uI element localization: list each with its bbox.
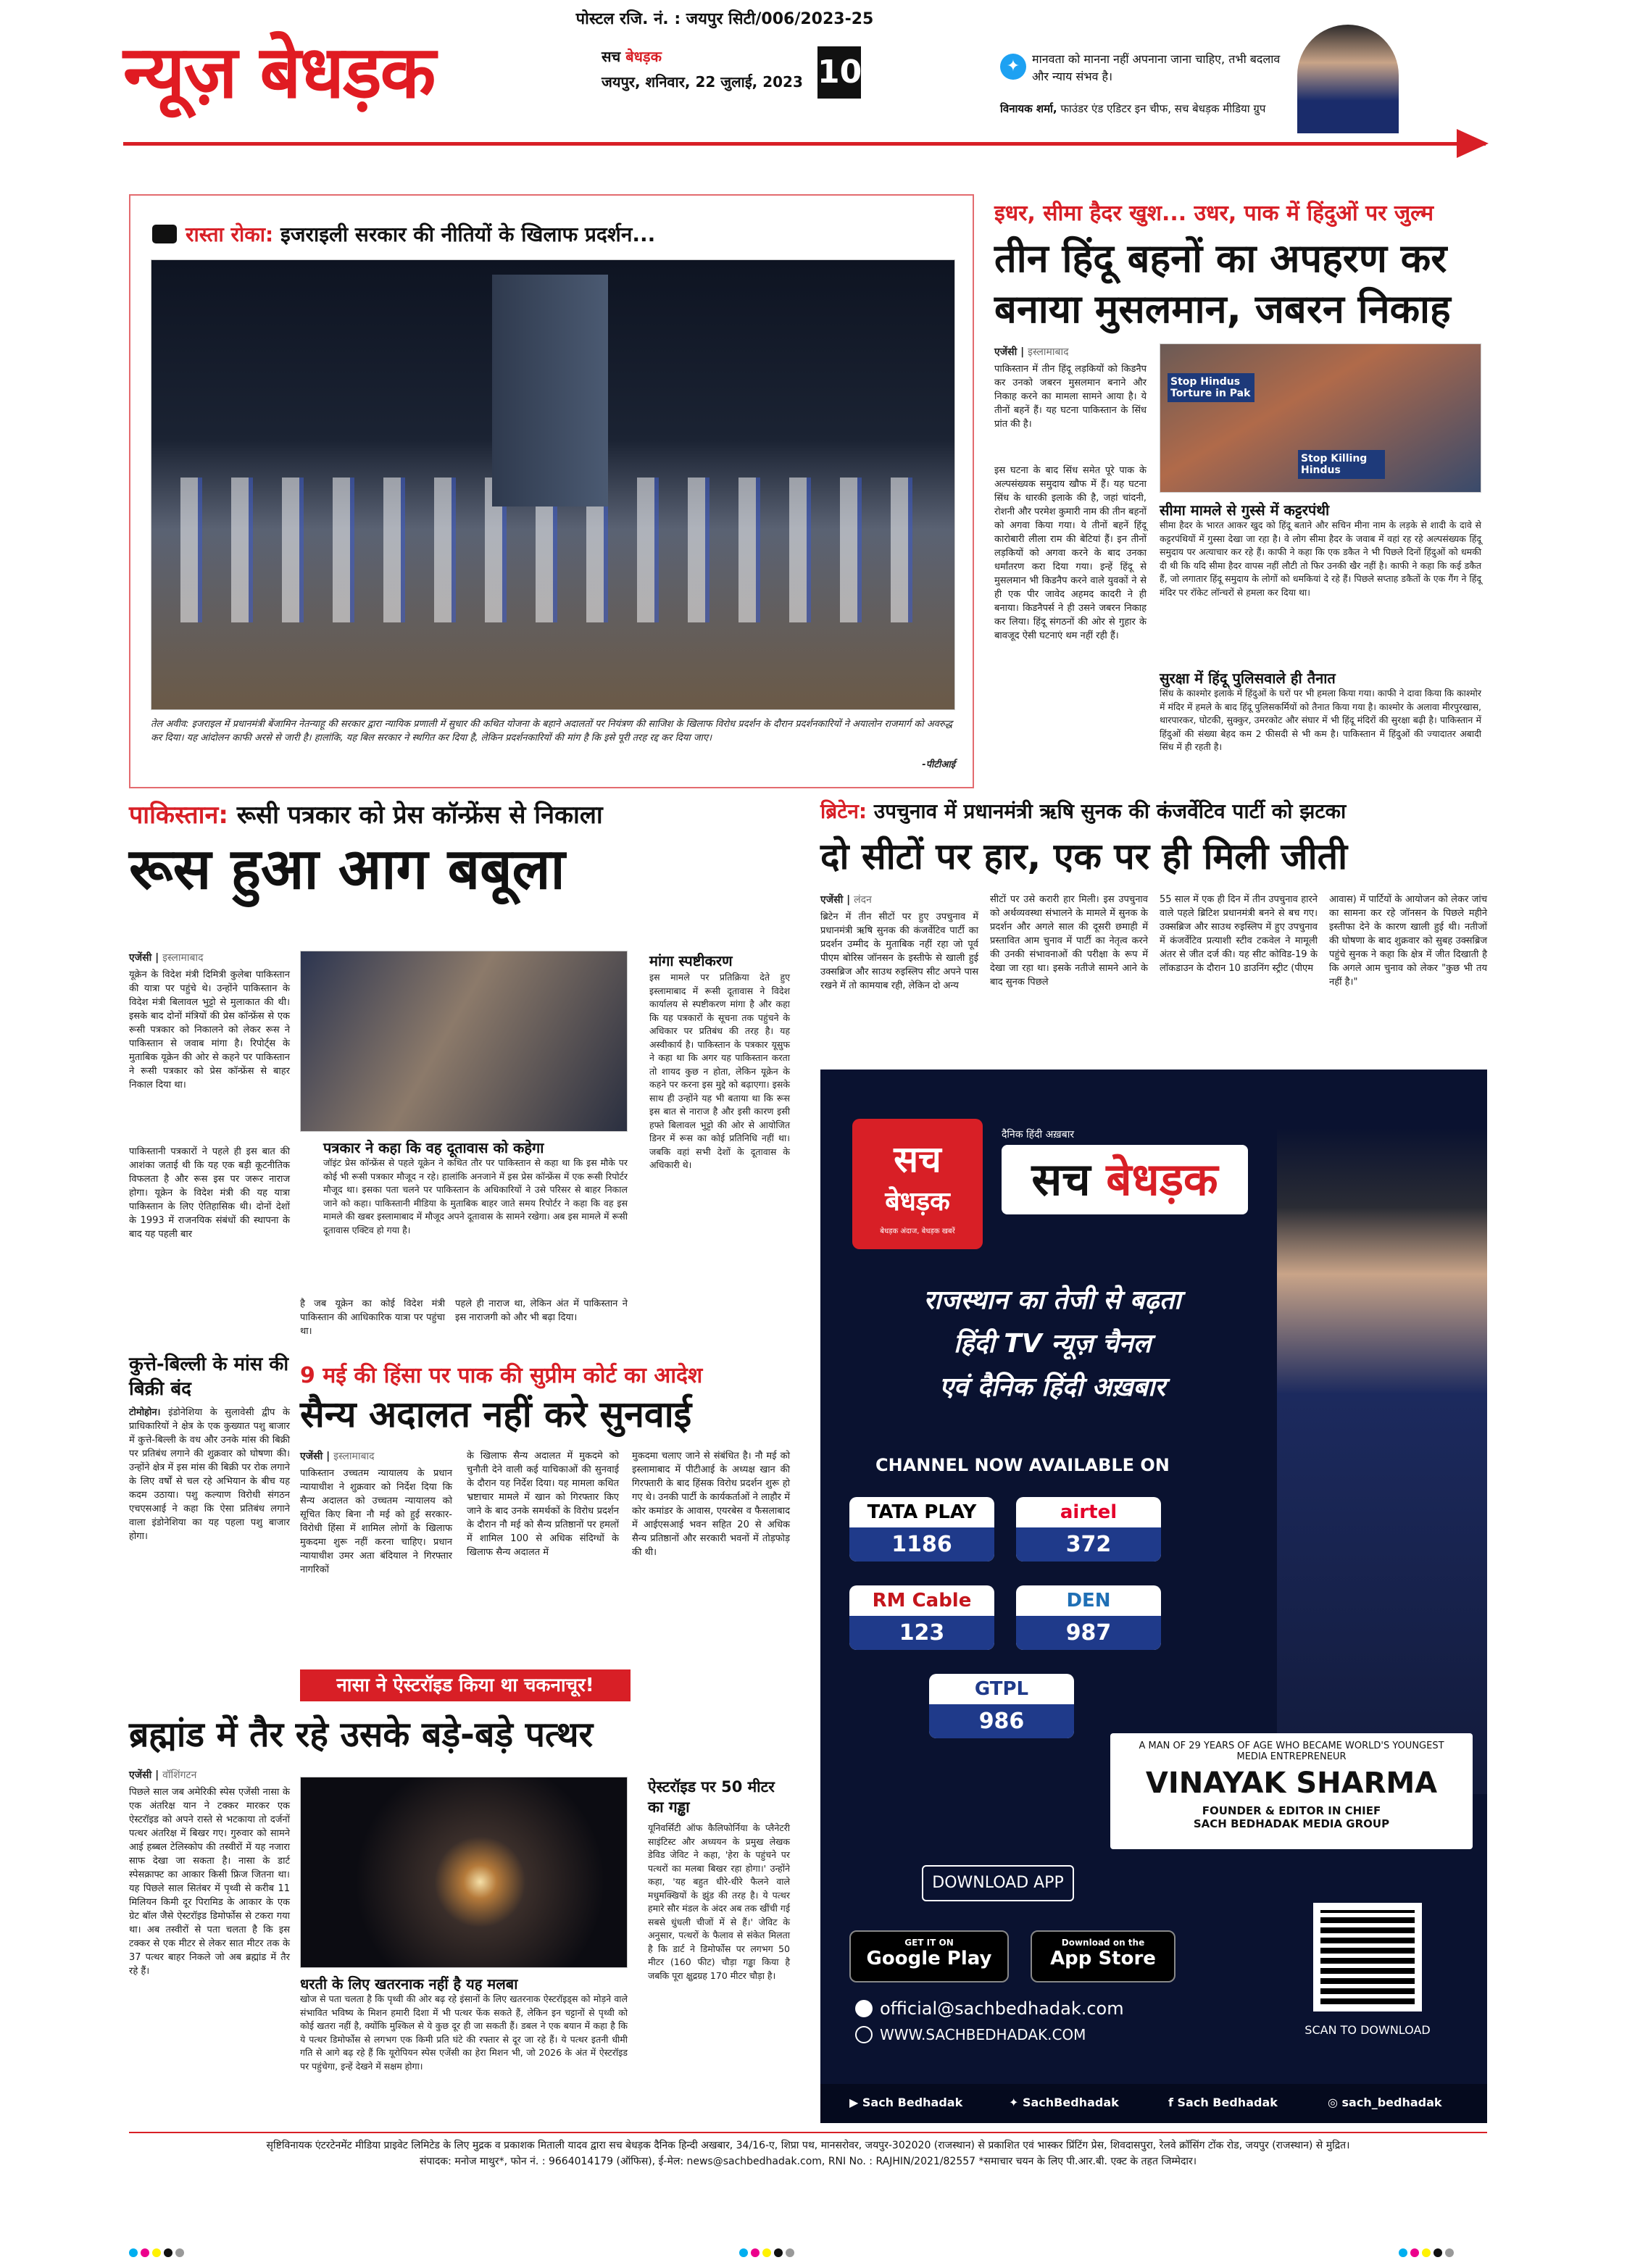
editor-quote: मानवता को मानना नहीं अपनाना जाना चाहिए, तभी बदलाव और न्याय संभव है। — [1032, 52, 1281, 83]
social-instagram[interactable]: ◎ sach_bedhadak — [1328, 2096, 1442, 2109]
russia-photo-sub: पत्रकार ने कहा कि वह दूतावास को कहेगा — [323, 1139, 544, 1156]
channel-gtpl-num: 986 — [929, 1704, 1074, 1738]
ad-logo-big-kicker: दैनिक हिंदी अख़बार — [1002, 1129, 1075, 1141]
editor-portrait — [1297, 25, 1399, 133]
email-icon — [855, 2000, 873, 2017]
newspaper-logo: न्यूज़ बेधड़क — [123, 30, 435, 114]
asteroid-byline-agency: एजेंसी — [129, 1769, 152, 1781]
ad-logo-small — [852, 1119, 983, 1249]
qr-pattern — [1320, 1910, 1415, 2004]
photo-label-red: रास्ता रोका: — [186, 222, 274, 246]
ad-line-2: हिंदी TV न्यूज़ चैनल — [953, 1329, 1152, 1359]
court-headline: सैन्य अदालत नहीं करे सुनवाई — [300, 1393, 692, 1435]
hindu-body-2: इस घटना के बाद सिंध समेत पूरे पाक के अल्पसंख्यक समुदाय खौफ में हैं। यह घटना सिंध के धारकी इलाके की है, जहां चांदनी, रोशनी और परमेश कुमारी नाम की तीन बहनों को अगवा किया गया। ये तीनों बहनें हिंदू कारोबारी लीला राम की बेटियां हैं। इन तीनों लड़कियों को अगवा करने के बाद उनका धर्मांतरण करा दिया गया। इन्हें हिंदू से मुसलमान भी किडनैप करने वाले युवकों ने से ही एक पीर जावेद अहमद कादरी ने ही बनाया। किडनैपर्स ने ही उसने जबरन निकाह कर लिया। हिंदू संगठनों की ओर से गुहार के बावजूद ऐसी घटनाएं थम नहीं रही हैं। — [994, 465, 1147, 641]
asteroid-photo-body: खोज से पता चलता है कि पृथ्वी की ओर बढ़ रहे इंसानों के लिए खतरनाक ऐस्टरॉइड्स को मोड़ने वाले संभावित भविष्य के मिशन हमारी दिशा में भी पत्थर फेंक सकते हैं, लेकिन इन चट्टानों से पृथ्वी को कोई खतरा नहीं है, क्योंकि मुश्किल से ये कुछ दूर ही जा सकती हैं। डबल ने एक बयान में कहा है कि ये पत्थर डिमोर्फोस से लगभग एक किमी प्रति घंटे की रफ्तार से दूर जा रहे हैं। ये पत्थर इतनी धीमी गति से आगे बढ़ रहे हैं कि यूरोपियन स्पेस एजेंसी का हेरा मिशन भी, जो 2026 के अंत में ऐस्टरॉइड पर पहुंचेगा, इन्हें देखने में सक्षम होगा। — [300, 1993, 628, 2072]
ad-name: VINAYAK SHARMA — [1145, 1767, 1438, 1800]
channel-rm-num: 123 — [849, 1616, 994, 1650]
footer-line-1: सृष्टिविनायक एंटरटेनमेंट मीडिया प्राइवेट लिमिटेड के लिए मुद्रक व प्रकाशक मिताली यादव द्वारा सच बेधड़क दैनिक हिन्दी अखबार, 34/16-ए, शिप्रा पथ, मानसरोवर, जयपुर-302020 (राजस्थान) से प्रकाशित एवं भास्कर प्रिंटिंग प्रेस, शिवदासपुरा, रेलवे क्रॉसिंग टोंक रोड, जयपुर (राजस्थान) से मुद्रित। — [266, 2140, 1350, 2151]
russia-col2b: पहले ही नाराज था, लेकिन अंत में पाकिस्तान ने इस नाराजगी को और भी बढ़ा दिया। — [455, 1298, 628, 1323]
hindu-kicker-red2: उधर, पाक में हिंदुओं पर जुल्म — [1194, 201, 1434, 226]
channel-gtpl — [929, 1674, 1074, 1738]
footer-rule — [129, 2132, 1487, 2133]
ad-presenter — [1277, 1127, 1487, 1794]
ad-website[interactable]: WWW.SACHBEDHADAK.COM — [880, 2026, 1086, 2043]
dog-body: इंडोनेशिया के सुलावेसी द्वीप के प्राधिकारियों ने क्षेत्र के एक कुख्यात पशु बाजार में कुत्ते-बिल्ली के वध और उनके मांस की बिक्री पर प्रतिबंध लगाने की शुक्रवार को घोषणा की। उन्होंने क्षेत्र में इस मांस की बिक्री पर रोक लगाने के लिए वर्षों से चल रहे अभियान के बीच यह कदम उठाया। पशु कल्याण विरोधी संगठन एचएसआई ने कहा कि ऐसा प्रतिबंध लगाने वाला इंडोनेशिया का यह पहला पशु बाजार होगा। — [129, 1407, 290, 1542]
russia-photo-body: जॉइंट प्रेस कॉन्फ्रेंस से पहले यूक्रेन ने कथित तौर पर पाकिस्तान से कहा था कि इस मौके पर कोई भी रूसी पत्रकार मौजूद न रहे। हालांकि अनजाने में इस प्रेस कॉन्फ्रेंस में एक रूसी रिपोर्टर मौजूद था। इसका पता चलने पर पाकिस्तान के अधिकारियों ने उसे परिसर से बाहर निकाल जाने को कहा। पाकिस्तानी मीडिया के मुताबिक बाहर जाते समय रिपोर्टर ने कहा कि वह इस मामले की खबर इस्लामाबाद में मौजूद अपने दूतावास के सामने रखेगा। अब इस मामले में रूसी दूतावास एक्टिव हो गया है। — [323, 1157, 628, 1235]
social-facebook-label: Sach Bedhadak — [1177, 2096, 1278, 2109]
google-play-big: Google Play — [866, 1948, 992, 1969]
dateline: जयपुर, शनिवार, 22 जुलाई, 2023 — [602, 73, 803, 91]
russia-side-head: मांगा स्पष्टीकरण — [649, 952, 733, 970]
dog-body-block — [129, 1406, 290, 1543]
asteroid-col1: पिछले साल जब अमेरिकी स्पेस एजेंसी नासा के एक अंतरिक्ष यान ने टक्कर मारकर एक ऐस्टरॉइड को अपने रास्ते से भटकाया तो दर्जनों पत्थर अंतरिक्ष में बिखर गए। गुरुवार को सामने आई हब्बल टेलिस्कोप की तस्वीरों में यह नजारा साफ देखा जा सकता है। नासा के डार्ट स्पेसक्राफ्ट का आकार किसी फ्रिज जितना था। यह पिछले साल सितंबर में पृथ्वी से करीब 11 मिलियन किमी दूर पिरामिड के आकार के एक ग्रेट बॉल जैसे ऐस्टरॉइड डिमोर्फोस से टकरा गया था। अब तस्वीरों से पता चलता है कि इस टक्कर से एक मीटर से लेकर सात मीटर तक के 37 पत्थर बाहर निकले जो अब ब्रह्मांड में तैर रहे हैं। — [129, 1787, 290, 1977]
channel-airtel-name: airtel — [1060, 1501, 1118, 1523]
protest-photo — [151, 259, 955, 710]
russia-byline: एजेंसी | इस्लामाबाद — [129, 952, 204, 964]
hindu-kicker-red1: इधर, सीमा हैदर खुश... — [994, 201, 1187, 226]
social-facebook[interactable]: f Sach Bedhadak — [1168, 2096, 1278, 2109]
channel-den — [1016, 1585, 1161, 1650]
google-play-small: GET IT ON — [904, 1938, 954, 1948]
hindu-byline-agency: एजेंसी — [994, 346, 1018, 358]
postal-registration: पोस्टल रजि. नं. : जयपुर सिटी/006/2023-25 — [575, 10, 874, 28]
editor-name: विनायक शर्मा, — [1000, 102, 1057, 115]
hindu-protest-photo — [1160, 343, 1481, 493]
russia-byline-place: इस्लामाबाद — [162, 952, 204, 964]
uk-col3: 55 साल में एक ही दिन में तीन उपचुनाव हारने वाले पहले ब्रिटिश प्रधानमंत्री बनने से बच गए। उक्सब्रिज और साउथ रुइस्लिप में हुए उपचुनाव में कंजर्वेटिव प्रत्याशी स्टीव टकवेल ने मामूली अंतर से जीत दर्ज की। यह सीट कोविड-19 के लॉकडाउन के दौरान 10 डाउनिंग स्ट्रीट (पीएम — [1160, 894, 1318, 974]
uk-kicker-red: ब्रिटेन: — [820, 799, 867, 823]
registration-marks-right — [1399, 2246, 1457, 2260]
camera-icon — [152, 225, 177, 243]
photo-credit: -पीटीआई — [922, 759, 955, 770]
hindu-sub2-body: सिंध के काश्मोर इलाके में हिंदुओं के घरों पर भी हमला किया गया। काफी ने दावा किया कि काश्मोर में मंदिर में हमले के बाद हिंदू पुलिसकर्मियों को तैनात किया गया है। काश्मोर के अलावा मीरपुरखास, थारपारकर, घोटकी, सुक्कुर, उमरकोट और संघार में भी हिंदू मंदिरों की सुरक्षा बढ़ी है। पाकिस्तान में हिंदुओं की संख्या बेहद कम 2 फीसदी से भी कम है। पाकिस्तान में हिंदुओं की ज्यादातर अबादी सिंध में ही रहती है। — [1160, 688, 1481, 752]
scan-label: SCAN TO DOWNLOAD — [1304, 2023, 1431, 2037]
ad-name-panel — [1110, 1733, 1473, 1849]
app-store-small: Download on the — [1061, 1938, 1145, 1948]
masthead-rule — [123, 142, 1486, 146]
ad-email[interactable]: official@sachbedhadak.com — [880, 1998, 1124, 2019]
social-bar — [820, 2084, 1487, 2123]
photo-caption: तेल अवीव: इजराइल में प्रधानमंत्री बेंजामिन नेतन्याहू की सरकार द्वारा न्यायिक प्रणाली में सुधार की कथित योजना के बहाने अदालतों पर नियंत्रण की साजिश के खिलाफ विरोध प्रदर्शन के दौरान प्रदर्शनकारियों ने अयालोन राजमार्ग को अवरुद्ध कर दिया। यह आंदोलन काफी अरसे से जारी है। हालांकि, यह बिल सरकार ने स्थगित कर दिया है, लेकिन प्रदर्शनकारियों की मांग है कि इसे पूरी तरह रद्द कर दिया जाए। — [151, 719, 953, 743]
uk-col1: ब्रिटेन में तीन सीटों पर हुए उपचुनाव में प्रधानमंत्री ऋषि सुनक की कंजर्वेटिव पार्टी का प्रदर्शन उम्मीद के मुताबिक नहीं रहा जो पूर्व पीएम बोरिस जॉनसन के इस्तीफे से खाली हुई उक्सब्रिज और साउथ रुइस्लिप सीट अपने पास रखने में तो कामयाब रही, लेकिन दो अन्य — [820, 912, 978, 991]
uk-kicker-black: उपचुनाव में प्रधानमंत्री ऋषि सुनक की कंजर्वेटिव पार्टी को झटका — [867, 799, 1347, 823]
russia-side-body: इस मामले पर प्रतिक्रिया देते हुए इस्लामाबाद में रूसी दूतावास ने विदेश कार्यालय से स्पष्टीकरण मांगा है और कहा कि यह पत्रकारों के सूचना तक पहुंचने के अधिकार पर प्रतिबंध की तरह है। यह अस्वीकार्य है। पाकिस्तान के पत्रकार यूसुफ ने कहा था कि अगर यह पाकिस्तान करता तो शायद कुछ न होता, लेकिन यूक्रेन के कहने पर करना इस मुद्दे को बढ़ाएगा। इसके साथ ही उन्होंने यह भी बताया था कि रूस इस बात से नाराज है और इसी कारण इसी हफ्ते बिलावल भुट्टो की ओर से आयोजित डिनर में रूस का कोई प्रतिनिधि नहीं था। जबकि वहां सभी देशों के दूतावास के अधिकारी थे। — [649, 972, 790, 1170]
court-col1: पाकिस्तान उच्चतम न्यायालय के प्रधान न्यायाधीश ने शुक्रवार को निर्देश दिया कि सैन्य अदालत को उच्चतम न्यायालय को सूचित किए बिना नौ मई को हुई सरकार-विरोधी हिंसा में शामिल लोगों के खिलाफ मुकदमा शुरू नहीं करना चाहिए। प्रधान न्यायाधीश उमर अता बंदियाल ने गिरफ्तार नागरिकों — [300, 1468, 452, 1575]
channel-rm-name: RM Cable — [872, 1590, 972, 1612]
protest-sign-1: Stop Hindus Torture in Pak — [1168, 373, 1254, 402]
dog-headline: कुत्ते-बिल्ली के मांस की बिक्री बंद — [129, 1354, 289, 1400]
russia-col2a: है जब यूक्रेन का कोई विदेश मंत्री पाकिस्तान की आधिकारिक यात्रा पर पहुंचा था। — [300, 1298, 445, 1337]
russia-body-1: यूक्रेन के विदेश मंत्री दिमित्री कुलेबा पाकिस्तान की यात्रा पर पहुंचे थे। उन्होंने पाकिस्तान के विदेश मंत्री बिलावल भुट्टो से मुलाकात की थी। इसके बाद दोनों मंत्रियों की प्रेस कॉन्फ्रेंस से एक रूसी पत्रकार को निकालने को लेकर रूस ने पाकिस्तान से जवाब मांगा है। रिपोर्ट्स के मुताबिक यूक्रेन की ओर से कहने पर पाकिस्तान ने रूसी पत्रकार को प्रेस कॉन्फ्रेंस से बाहर निकाल दिया था। — [129, 970, 290, 1091]
page-number: 10 — [817, 46, 861, 99]
ad-line-3: एवं दैनिक हिंदी अख़बार — [939, 1372, 1166, 1402]
ministers-photo — [300, 951, 628, 1132]
uk-byline-place: लंदन — [854, 894, 872, 906]
asteroid-headline: ब्रह्मांड में तैर रहे उसके बड़े-बड़े पत्थर — [129, 1714, 594, 1755]
channel-den-num: 987 — [1016, 1616, 1161, 1650]
court-byline-agency: एजेंसी — [300, 1451, 323, 1462]
channel-rm-cable — [849, 1585, 994, 1650]
russia-kicker-red: पाकिस्तान: — [129, 801, 228, 830]
court-col3: मुकदमा चलाए जाने से संबंधित है। नौ मई को इस्लामाबाद में पीटीआई के अध्यक्ष खान की गिरफ्तारी के बाद हिंसक विरोध प्रदर्शन शुरू हो गए थे। उनकी पार्टी के कार्यकर्ताओं ने लाहौर में कोर कमांडर के आवास, एयरबेस व फैसलाबाद में आईएसआई भवन सहित 20 से अधिक सैन्य प्रतिष्ठानों और सरकारी भवनों में तोड़फोड़ की थी। — [632, 1451, 790, 1558]
editor-role: फाउंडर एंड एडिटर इन चीफ, सच बेधड़क मीडिया ग्रुप — [1060, 102, 1266, 115]
twitter-icon: ✦ — [1000, 54, 1026, 80]
social-twitter-label: SachBedhadak — [1022, 2096, 1119, 2109]
asteroid-byline-place: वॉशिंगटन — [162, 1769, 197, 1781]
web-icon — [855, 2026, 873, 2043]
asteroid-byline: एजेंसी | वॉशिंगटन — [129, 1769, 197, 1781]
russia-kicker — [129, 797, 788, 830]
ad-role: FOUNDER & EDITOR IN CHIEF — [1202, 1804, 1381, 1817]
photo-story-label — [186, 220, 655, 248]
russia-body-2: पाकिस्तानी पत्रकारों ने पहले ही इस बात की आशंका जताई थी कि यह एक बड़ी कूटनीतिक विफलता है और रूस इस पर जरूर नाराज होगा। यूक्रेन के विदेश मंत्री की यह यात्रा पाकिस्तान के लिए ऐतिहासिक थी। दोनों देशों के 1993 में राजनयिक संबंधों की स्थापना के बाद यह पहली बार — [129, 1146, 290, 1240]
hindu-kicker — [994, 197, 1487, 227]
ad-line-1: राजस्थान का तेजी से बढ़ता — [923, 1285, 1181, 1315]
social-instagram-label: sach_bedhadak — [1341, 2096, 1442, 2109]
tagline-block — [602, 46, 812, 91]
registration-marks-left — [129, 2246, 187, 2260]
ad-logo-small-tag: बेधड़क अंदाज, बेधड़क खबरें — [880, 1227, 955, 1235]
channel-tata-play — [849, 1497, 994, 1562]
registration-marks-center — [739, 2246, 797, 2260]
uk-headline: दो सीटों पर हार, एक पर ही मिली जीती — [820, 835, 1348, 877]
ad-logo-big-1: सच — [1031, 1153, 1091, 1206]
channel-airtel — [1016, 1497, 1161, 1562]
court-col2: के खिलाफ सैन्य अदालत में मुकदमे को चुनौती देने वाली कई याचिकाओं की सुनवाई के दौरान यह निर्देश दिया। यह मामला कथित भ्रष्टाचार मामले में खान को गिरफ्तार किए जाने के बाद उनके समर्थकों के विरोध प्रदर्शन के दौरान नौ मई को सैन्य प्रतिष्ठानों पर हमलों में शामिल 100 से अधिक संदिग्धों के खिलाफ सैन्य अदालत में — [467, 1451, 619, 1558]
uk-byline: एजेंसी | लंदन — [820, 894, 872, 906]
channel-tata-num: 1186 — [849, 1527, 994, 1562]
asteroid-side-body: यूनिवर्सिटी ऑफ कैलिफोर्निया के प्लैनेटरी साइंटिस्ट और अध्ययन के प्रमुख लेखक डेविड जेविट ने कहा, 'हेरा के पहुंचने पर पत्थरों का मलबा बिखर रहा होगा।' उन्होंने कहा, 'यह बहुत धीरे-धीरे फैलने वाले मधुमक्खियों के झुंड की तरह है। ये पत्थर हमारे सौर मंडल के अंदर अब तक खींची गई सबसे धुंधली चीजों में से हैं।' जेविट के अनुसार, पत्थरों के फैलाव से संकेत मिलता है कि डार्ट ने डिमोर्फोस पर लगभग 50 मीटर (160 फीट) चौड़ा गड्ढा किया है जबकि पूरा क्षुद्रग्रह 170 मीटर चौड़ा है। — [648, 1822, 790, 1981]
footer-line-2: संपादक: मनोज माथुर*, फोन नं. : 9664014179 (ऑफिस), ई-मेल: news@sachbedhadak.com, RNI No. : RAJHIN/2021/82557 *समाचार चयन के लिए पी.आर.बी. एक्ट के तहत जिम्मेदार। — [419, 2156, 1197, 2167]
editor-credit — [1000, 101, 1304, 116]
asteroid-side-head: ऐस्टरॉइड पर 50 मीटर का गड्ढा — [648, 1778, 775, 1816]
city-tower — [492, 275, 608, 506]
hindu-sub1-body: सीमा हैदर के भारत आकर खुद को हिंदू बताने और सचिन मीना नाम के लड़के से शादी के दावे से कट्टरपंथियों में गुस्सा देखा जा रहा है। वे लोग सीमा हैदर के जवाब में वहां रह रहे अल्पसंख्यक हिंदू समुदाय पर अत्याचार कर रहे हैं। काफी ने कहा कि एक डकैत ने भी पिछले दिनों हिंदुओं को धमकी दी थी कि यदि सीमा हैदर वापस नहीं लौटी तो फिर उनकी खैर नहीं है। काफी ने कहा कि कई डकैत हैं, जो लगातार हिंदू समुदाय के लोगों को धमकियां दे रहे हैं। पिछले सप्ताह डकैतों के एक गैंग ने हिंदू मंदिर पर रॉकेट लॉन्चरों से हमला कर दिया था। — [1160, 520, 1481, 598]
channel-title: CHANNEL NOW AVAILABLE ON — [875, 1455, 1170, 1475]
ad-tagline: A MAN OF 29 YEARS OF AGE WHO BECAME WORLD'S YOUNGEST MEDIA ENTREPRENEUR — [1139, 1740, 1444, 1762]
ad-logo-big — [1002, 1145, 1248, 1214]
app-store-big: App Store — [1050, 1948, 1156, 1969]
russia-byline-agency: एजेंसी — [129, 952, 152, 964]
court-byline-place: इस्लामाबाद — [333, 1451, 375, 1462]
dog-dateline: टोमोहोन। — [129, 1407, 161, 1418]
channel-gtpl-name: GTPL — [974, 1678, 1029, 1700]
asteroid-kicker: नासा ने ऐस्टरॉइड किया था चकनाचूर! — [300, 1669, 631, 1701]
hindu-sub1: सीमा मामले से गुस्से में कट्टरपंथी — [1160, 501, 1330, 519]
photo-label-black: इजराइली सरकार की नीतियों के खिलाफ प्रदर्शन... — [280, 222, 656, 246]
channel-den-name: DEN — [1066, 1590, 1111, 1612]
advertisement — [820, 1070, 1487, 2123]
hindu-byline-place: इस्लामाबाद — [1028, 346, 1069, 358]
ad-logo-small-2: बेधड़क — [885, 1187, 950, 1217]
hindu-headline: तीन हिंदू बहनों का अपहरण कर बनाया मुसलमान, जबरन निकाह — [994, 235, 1451, 332]
court-byline: एजेंसी | इस्लामाबाद — [300, 1451, 375, 1462]
social-twitter[interactable]: ✦ SachBedhadak — [1009, 2096, 1119, 2109]
uk-byline-agency: एजेंसी — [820, 894, 844, 906]
channel-tata-name: TATA PLAY — [867, 1501, 977, 1523]
hindu-sub2: सुरक्षा में हिंदू पुलिसवाले ही तैनात — [1160, 670, 1336, 687]
uk-col4: आवास) में पार्टियों के आयोजन को लेकर जांच का सामना कर रहे जॉनसन के पिछले महीने इस्तीफा देने के कारण खाली हुई थी। नतीजों की घोषणा के बाद शुक्रवार को सुबह उक्सब्रिज पहुंचे सुनक ने कहा कि क्षेत्र में जीत दिखाती है कि अगले आम चुनाव को लेकर "कुछ भी तय नहीं है।" — [1329, 894, 1487, 988]
russia-headline: रूस हुआ आग बबूला — [129, 837, 565, 902]
asteroid-photo — [300, 1777, 628, 1968]
channel-airtel-num: 372 — [1016, 1527, 1161, 1562]
uk-kicker — [820, 797, 1487, 825]
ad-group: SACH BEDHADAK MEDIA GROUP — [1193, 1817, 1390, 1830]
russia-kicker-black: रूसी पत्रकार को प्रेस कॉन्फ्रेंस से निकाला — [228, 801, 603, 830]
social-youtube[interactable]: ▶ Sach Bedhadak — [849, 2096, 963, 2109]
download-app-button[interactable]: DOWNLOAD APP — [922, 1865, 1074, 1901]
social-youtube-label: Sach Bedhadak — [862, 2096, 963, 2109]
qr-code[interactable] — [1313, 1903, 1422, 2011]
protest-sign-2: Stop Killing Hindus — [1298, 450, 1385, 479]
uk-col2: सीटों पर उसे करारी हार मिली। इस उपचुनाव को अर्थव्यवस्था संभालने के मामले में सुनक के प्रदर्शन और अगले साल की दूसरी छमाही में प्रस्तावित आम चुनाव में पार्टी का नेतृत्व करने की उनकी संभावनाओं की परीक्षा के रूप में देखा जा रहा था। इसके नतीजे सामने आने के बाद सुनक पिछले — [990, 894, 1148, 988]
google-play-button[interactable] — [849, 1930, 1009, 1983]
ad-logo-small-1: सच — [894, 1138, 941, 1180]
court-kicker: 9 मई की हिंसा पर पाक की सुप्रीम कोर्ट का आदेश — [300, 1363, 703, 1388]
hindu-body-1: पाकिस्तान में तीन हिंदू लड़कियों को किडनैप कर उनको जबरन मुसलमान बनाने और निकाह करने का मामला सामने आया है। ये तीनों बहनें हैं। यह घटना पाकिस्तान के सिंध प्रांत की है। — [994, 364, 1147, 430]
tagline-prefix: सच — [602, 48, 621, 65]
app-store-button[interactable] — [1031, 1930, 1175, 1983]
hindu-byline: एजेंसी | इस्लामाबाद — [994, 346, 1069, 358]
asteroid-photo-sub: धरती के लिए खतरनाक नहीं है यह मलबा — [300, 1975, 518, 1993]
ad-logo-big-2: बेधड़क — [1106, 1153, 1218, 1206]
pen-nib-icon — [1457, 129, 1489, 158]
tagline-brand: बेधड़क — [625, 48, 662, 65]
